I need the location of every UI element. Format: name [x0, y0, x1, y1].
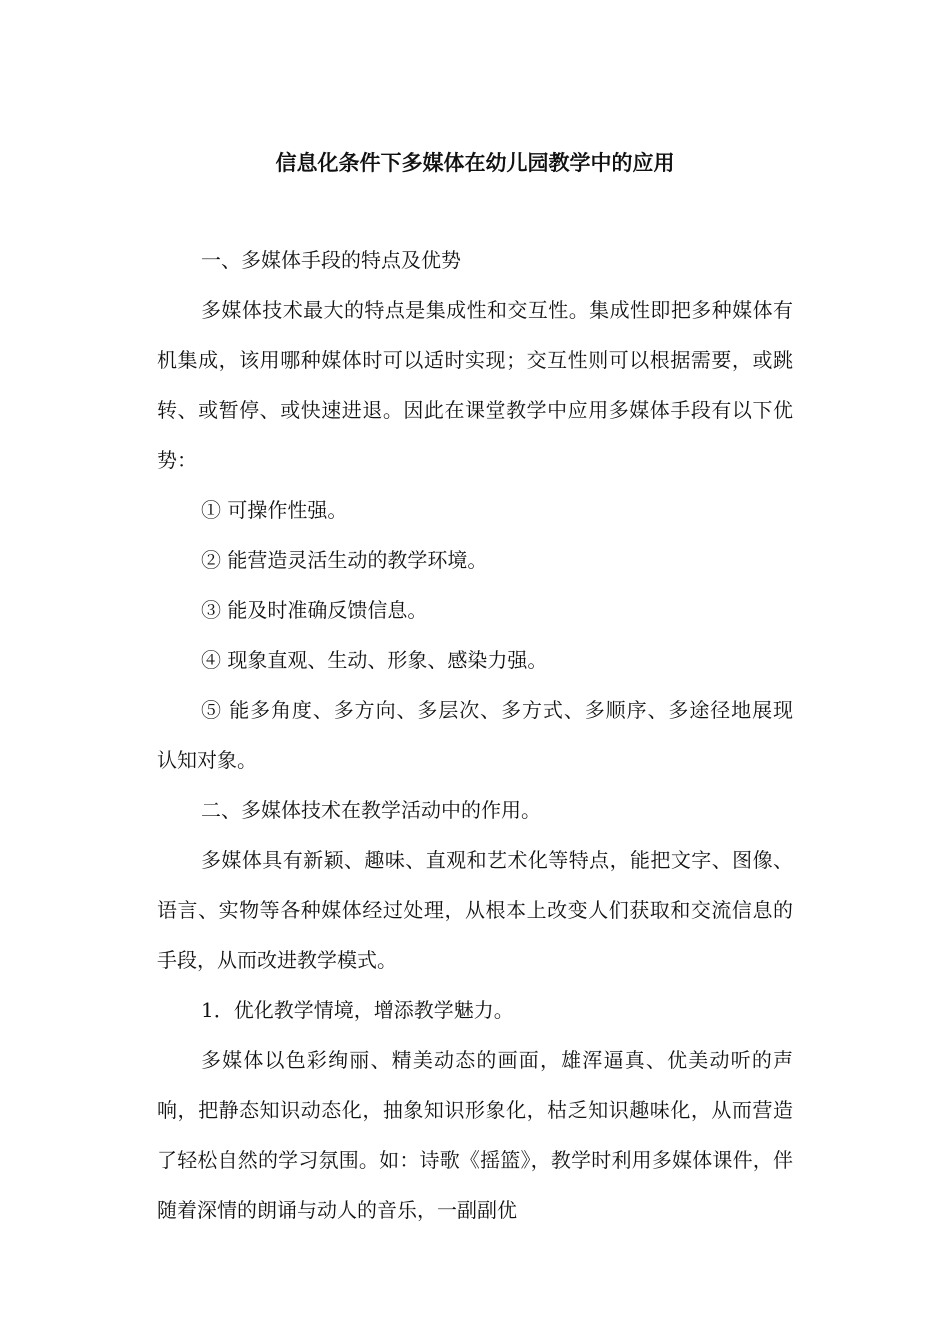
- paragraph: 多媒体以色彩绚丽、精美动态的画面，雄浑逼真、优美动听的声响，把静态知识动态化，抽象知识形象化，枯乏知识趣味化，从而营造了轻松自然的学习氛围。如：诗歌《摇篮》，教学时利用多媒体课件，伴随着深情的朗诵与动人的音乐，一副副优: [157, 1048, 793, 1222]
- list-item: ② 能营造灵活生动的教学环境。: [201, 548, 488, 572]
- paragraph: 多媒体具有新颖、趣味、直观和艺术化等特点，能把文字、图像、语言、实物等各种媒体经过处理，从根本上改变人们获取和交流信息的手段，从而改进教学模式。: [157, 848, 793, 972]
- document-body: [157, 235, 793, 1235]
- list-item: ① 可操作性强。: [201, 498, 348, 522]
- section-heading-1: 一、多媒体手段的特点及优势: [201, 248, 461, 272]
- section-heading-2: 二、多媒体技术在教学活动中的作用。: [201, 798, 541, 822]
- subsection-heading: 1．优化教学情境，增添教学魅力。: [201, 998, 514, 1022]
- list-item: ⑤ 能多角度、多方向、多层次、多方式、多顺序、多途径地展现 认知对象。: [157, 698, 793, 772]
- list-item: ④ 现象直观、生动、形象、感染力强。: [201, 648, 548, 672]
- paragraph: 多媒体技术最大的特点是集成性和交互性。集成性即把多种媒体有机集成，该用哪种媒体时可以适时实现；交互性则可以根据需要，或跳转、或暂停、或快速进退。因此在课堂教学中应用多媒体手段有以下优势：: [157, 298, 793, 472]
- list-item: ③ 能及时准确反馈信息。: [201, 598, 428, 622]
- document-title: 信息化条件下多媒体在幼儿园教学中的应用: [275, 151, 675, 175]
